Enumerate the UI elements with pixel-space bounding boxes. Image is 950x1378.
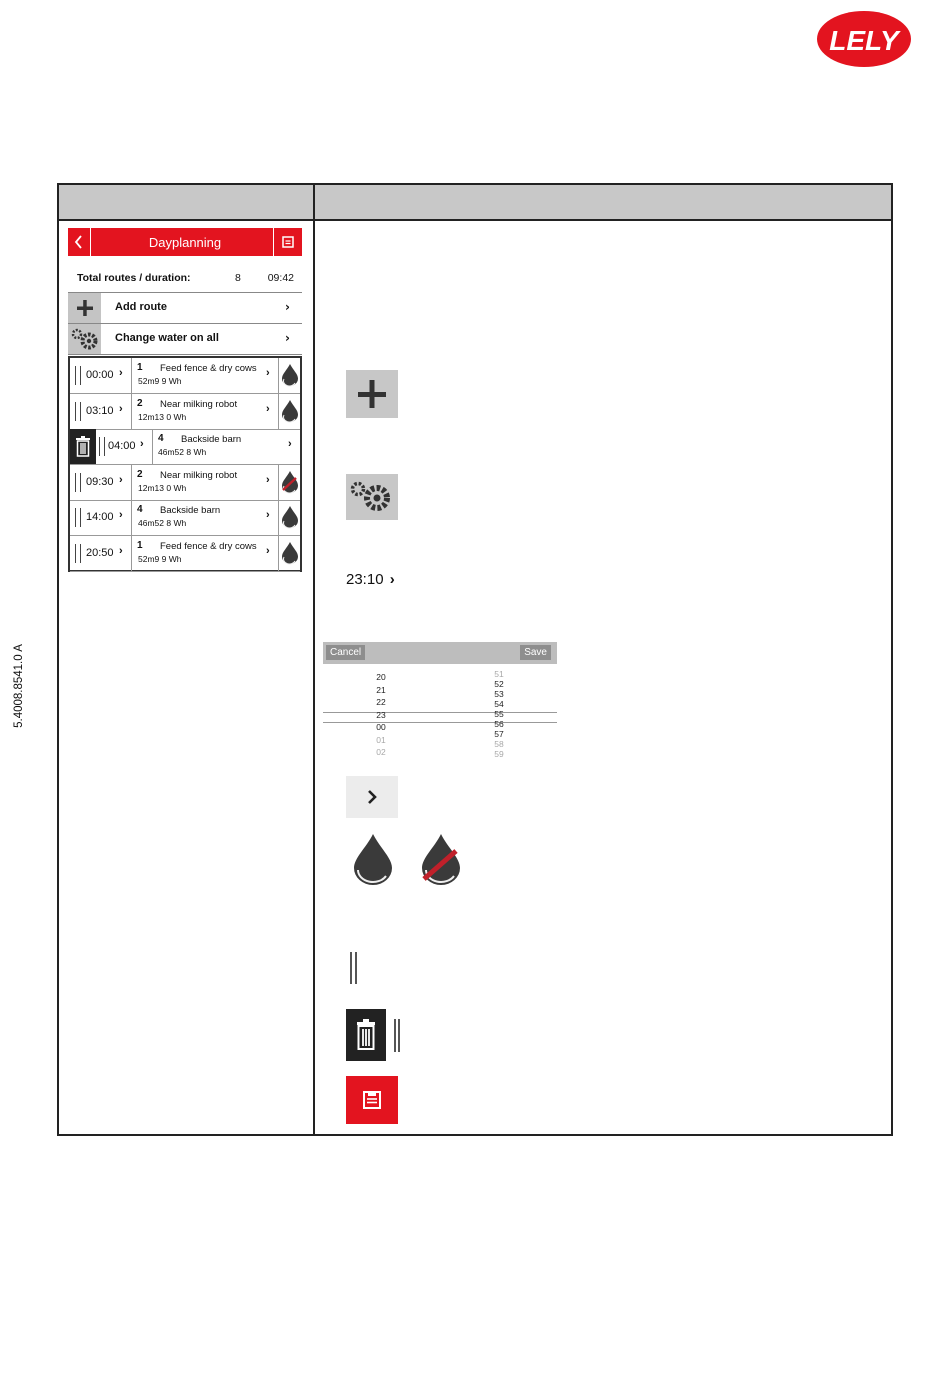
- time-button[interactable]: [346, 571, 395, 588]
- water-off-icon[interactable]: [280, 470, 300, 499]
- delete-button[interactable]: [70, 429, 96, 464]
- totals-duration: 09:42: [267, 272, 294, 284]
- route-meta: 46m52 8 Wh: [138, 518, 187, 528]
- divider: [278, 358, 279, 393]
- chevron-right-icon: ›: [285, 300, 290, 314]
- drag-handle-icon[interactable]: [75, 366, 81, 385]
- divider: [278, 536, 279, 571]
- divider: [131, 394, 132, 429]
- chevron-right-icon: ›: [140, 438, 144, 450]
- save-button[interactable]: Save: [520, 645, 551, 660]
- hour-option[interactable]: 20: [376, 672, 386, 682]
- divider: [131, 465, 132, 500]
- route-time[interactable]: 14:00: [86, 511, 114, 523]
- route-name: Backside barn: [160, 505, 221, 516]
- divider: [152, 429, 153, 464]
- route-time[interactable]: 00:00: [86, 369, 114, 381]
- route-number: 1: [137, 362, 143, 373]
- route-row[interactable]: [70, 429, 300, 465]
- route-meta: 52m9 9 Wh: [138, 376, 182, 386]
- minute-option[interactable]: 53: [494, 689, 504, 699]
- minute-option[interactable]: 59: [494, 749, 504, 758]
- plus-icon: [68, 293, 101, 323]
- column-divider: [313, 185, 315, 1134]
- route-name: Backside barn: [181, 434, 242, 445]
- route-number: 2: [137, 397, 143, 409]
- delete-button-sample: [346, 1009, 386, 1061]
- change-water-label: Change water on all: [115, 332, 219, 344]
- chevron-right-icon: ›: [119, 544, 123, 557]
- minute-option[interactable]: 54: [494, 699, 504, 709]
- drag-handle-icon: [346, 951, 360, 985]
- divider: [131, 536, 132, 571]
- chevron-right-icon[interactable]: ›: [266, 509, 270, 521]
- minute-option[interactable]: 58: [494, 739, 504, 749]
- divider: [278, 500, 279, 535]
- drag-handle-icon: [391, 1018, 403, 1054]
- drag-handle-icon[interactable]: [75, 473, 81, 492]
- time-sample-value: 23:10: [346, 571, 384, 588]
- water-drop-icon: [346, 832, 400, 886]
- totals-row: [68, 270, 302, 288]
- minute-option[interactable]: 56: [494, 719, 504, 729]
- chevron-right-icon[interactable]: ›: [266, 367, 270, 379]
- chevron-right-icon[interactable]: ›: [266, 544, 270, 557]
- route-list: [68, 356, 302, 572]
- minute-option[interactable]: 57: [494, 729, 504, 739]
- chevron-right-icon: ›: [119, 367, 123, 379]
- trash-icon: [346, 1009, 386, 1061]
- route-meta: 12m13 0 Wh: [138, 411, 187, 422]
- add-route-row[interactable]: [68, 292, 302, 323]
- route-name: Feed fence & dry cows: [160, 363, 257, 374]
- chevron-right-icon: ›: [119, 473, 123, 486]
- trash-icon: [70, 429, 96, 464]
- route-time[interactable]: 04:00: [108, 440, 136, 452]
- water-drop-icon[interactable]: [280, 505, 300, 534]
- change-water-row[interactable]: [68, 323, 302, 355]
- hour-option[interactable]: 01: [376, 734, 386, 745]
- route-row[interactable]: [70, 536, 300, 572]
- route-meta: 52m9 9 Wh: [138, 553, 182, 564]
- minute-option[interactable]: 52: [494, 679, 504, 689]
- route-name: Feed fence & dry cows: [160, 540, 257, 552]
- chevron-right-icon: ›: [119, 402, 123, 415]
- route-number: 1: [137, 539, 143, 551]
- plus-icon: [346, 370, 398, 418]
- route-row[interactable]: [70, 394, 300, 430]
- chevron-right-icon: ›: [285, 331, 290, 345]
- cancel-button[interactable]: Cancel: [326, 645, 365, 660]
- water-drop-icon[interactable]: [280, 363, 300, 392]
- picker-selection-band: [323, 712, 557, 723]
- chevron-right-icon: ›: [119, 509, 123, 521]
- picker-toolbar: [323, 642, 557, 664]
- hour-option[interactable]: 23: [376, 709, 386, 720]
- hour-wheel[interactable]: [369, 671, 393, 758]
- water-off-icon: [414, 832, 468, 886]
- route-meta: 12m13 0 Wh: [138, 482, 187, 493]
- drag-handle-icon[interactable]: [75, 508, 81, 527]
- drag-handle-icon[interactable]: [75, 544, 81, 563]
- divider: [131, 358, 132, 393]
- hour-option[interactable]: 02: [376, 747, 386, 757]
- divider: [131, 500, 132, 535]
- divider: [278, 394, 279, 429]
- time-picker[interactable]: [323, 642, 557, 758]
- water-drop-icon[interactable]: [280, 541, 300, 570]
- hour-option[interactable]: 21: [376, 684, 386, 695]
- lely-logo: [816, 10, 912, 68]
- minute-wheel[interactable]: [487, 669, 511, 758]
- chevron-right-icon[interactable]: ›: [266, 402, 270, 415]
- table-header: [59, 185, 891, 221]
- save-button[interactable]: [273, 228, 302, 256]
- add-route-label: Add route: [115, 301, 167, 313]
- route-meta: 46m52 8 Wh: [158, 447, 207, 457]
- screen-title: Dayplanning: [148, 235, 222, 250]
- chevron-right-icon[interactable]: ›: [266, 473, 270, 486]
- route-number: 4: [158, 433, 164, 444]
- totals-count: 8: [235, 272, 241, 284]
- chevron-right-icon[interactable]: ›: [288, 438, 292, 450]
- route-number: 2: [137, 468, 143, 480]
- route-row[interactable]: [70, 500, 300, 536]
- logo-text: LELY: [829, 25, 899, 56]
- document-id: 5.4008.8541.0 A: [13, 644, 25, 728]
- gears-icon: [346, 474, 398, 520]
- drag-handle-icon[interactable]: [99, 437, 105, 456]
- minute-option[interactable]: 51: [494, 669, 504, 679]
- screen-header: [68, 228, 302, 256]
- gears-icon: [68, 324, 101, 354]
- route-number: 4: [137, 504, 143, 515]
- water-drop-icon[interactable]: [280, 399, 300, 428]
- route-row[interactable]: [70, 358, 300, 394]
- chevron-right-icon: [346, 776, 398, 818]
- save-button-sample: [346, 1076, 398, 1124]
- chevron-button-sample: [346, 776, 398, 818]
- save-icon: [274, 228, 302, 256]
- route-name: Near milking robot: [160, 398, 238, 410]
- route-time[interactable]: 03:10: [86, 404, 114, 417]
- drag-handle-icon[interactable]: [75, 402, 81, 421]
- hour-option[interactable]: 00: [376, 722, 386, 732]
- hour-option[interactable]: 22: [376, 697, 386, 707]
- chevron-right-icon: ›: [389, 571, 395, 588]
- minute-option[interactable]: 55: [494, 709, 504, 719]
- totals-label: Total routes / duration:: [77, 272, 191, 284]
- route-time[interactable]: 09:30: [86, 475, 114, 488]
- save-icon: [346, 1076, 398, 1124]
- route-name: Near milking robot: [160, 469, 238, 481]
- route-time[interactable]: 20:50: [86, 546, 114, 559]
- route-row[interactable]: [70, 465, 300, 501]
- divider: [278, 465, 279, 500]
